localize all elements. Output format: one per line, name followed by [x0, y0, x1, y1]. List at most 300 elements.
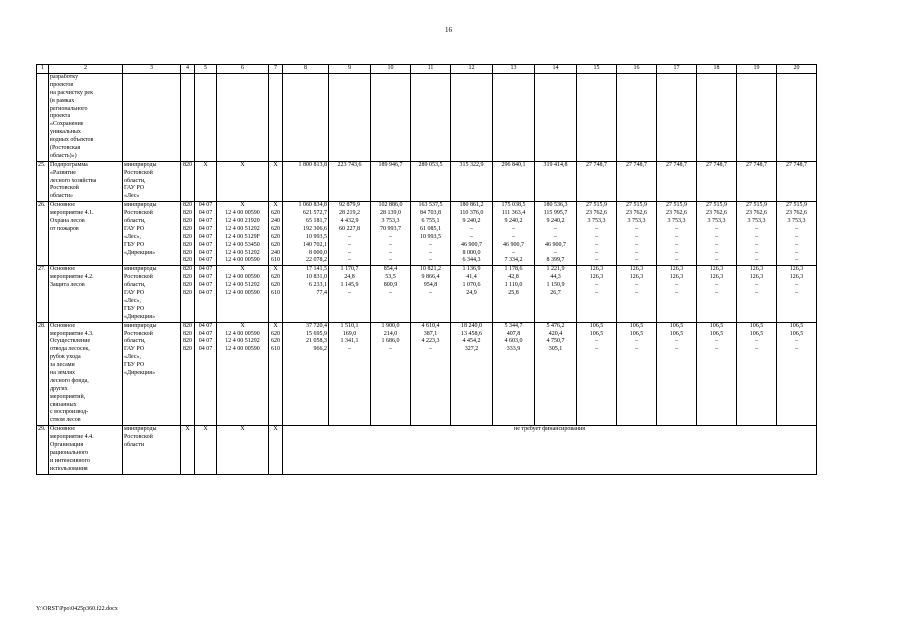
code-cell — [217, 426, 269, 474]
amount-value: 53,5 — [385, 274, 396, 281]
responsible-line: «Лес», — [124, 354, 142, 361]
amount-value: 126,3 — [669, 274, 684, 281]
responsible-executor — [123, 426, 181, 474]
amount-value: 1 145,9 — [340, 282, 359, 289]
amount-value: 10 993,5 — [306, 233, 327, 240]
amount-cell — [777, 322, 817, 426]
amount-value: 4 750,7 — [546, 338, 565, 345]
amount-value: – — [595, 282, 598, 289]
amount-value: 6 344,3 — [462, 257, 481, 264]
amount-value: 192 306,6 — [303, 225, 327, 232]
amount-value: 420,4 — [548, 330, 563, 337]
amount-value: 23 762,6 — [746, 210, 767, 217]
amount-cell — [737, 266, 777, 322]
amount-value: 169,0 — [342, 330, 357, 337]
code-value: 820 — [183, 274, 192, 281]
event-name-line: использования — [50, 465, 88, 472]
amount-cell — [697, 322, 737, 426]
amount-value: – — [715, 338, 718, 345]
amount-value: 315 322,9 — [459, 161, 484, 168]
amount-value: – — [675, 233, 678, 240]
amount-value: 77,4 — [316, 290, 327, 297]
responsible-line: «Лес» — [124, 193, 140, 200]
amount-value: 319 414,8 — [543, 161, 568, 168]
amount-cell — [577, 202, 617, 266]
amount-value: 4 454,2 — [462, 338, 481, 345]
column-header: 19 — [737, 65, 777, 74]
amount-value: – — [429, 249, 432, 256]
code-value: 12 4 00 51292 — [225, 225, 260, 232]
code-value: Х — [240, 202, 245, 209]
code-cell — [181, 266, 195, 322]
row-number — [37, 74, 49, 162]
code-cell — [217, 266, 269, 322]
code-value: 620 — [271, 210, 280, 217]
amount-value: – — [635, 225, 638, 232]
amount-value: 115 995,7 — [543, 210, 568, 217]
amount-value: – — [755, 282, 758, 289]
row-number: 29. — [37, 426, 49, 474]
amount-value: 621 572,7 — [303, 210, 327, 217]
amount-value: 27 515,9 — [586, 202, 607, 209]
amount-value: – — [389, 346, 392, 353]
code-value: 12 4 00 00590 — [225, 290, 260, 297]
amount-value: – — [755, 346, 758, 353]
amount-value: 3 753,3 — [747, 218, 766, 225]
code-value: Х — [185, 426, 190, 433]
row-number: 25. — [37, 161, 49, 201]
amount-cell — [617, 266, 657, 322]
code-value: Х — [273, 322, 278, 329]
amount-value: 1 686,0 — [381, 338, 400, 345]
amount-value: 28 139,0 — [380, 210, 401, 217]
code-cell — [195, 266, 217, 322]
amount-value: 4 223,3 — [421, 338, 440, 345]
amount-cell — [535, 202, 577, 266]
event-name-line: Подпрограмма — [50, 161, 88, 168]
amount-cell — [737, 161, 777, 201]
amount-value: – — [795, 338, 798, 345]
amount-value: – — [675, 346, 678, 353]
code-value: 620 — [271, 233, 280, 240]
event-name-line: уникальных — [50, 129, 81, 136]
amount-value: 21 058,3 — [306, 338, 327, 345]
code-value: 820 — [183, 266, 192, 273]
amount-value: 37 720,4 — [306, 322, 327, 329]
code-value: 610 — [271, 290, 280, 297]
column-header: 5 — [195, 65, 217, 74]
amount-value: – — [635, 290, 638, 297]
responsible-executor — [123, 202, 181, 266]
amount-value: 10 993,5 — [420, 233, 441, 240]
event-name-line: Защита лесов — [50, 282, 85, 289]
column-header: 9 — [329, 65, 371, 74]
code-value: 820 — [183, 346, 192, 353]
code-cell — [269, 322, 283, 426]
code-cell — [181, 74, 195, 162]
event-name-line: Основное — [50, 202, 75, 209]
amount-value: 23 762,6 — [706, 210, 727, 217]
amount-cell — [451, 322, 493, 426]
amount-value: 102 886,0 — [378, 202, 403, 209]
event-name-line: на землях — [50, 369, 75, 376]
responsible-executor — [123, 322, 181, 426]
amount-value: – — [389, 233, 392, 240]
code-value: 620 — [271, 274, 280, 281]
code-cell — [195, 426, 217, 474]
amount-cell — [283, 161, 329, 201]
code-cell — [269, 202, 283, 266]
responsible-line: области, — [124, 338, 146, 345]
responsible-line: ГБУ РО — [124, 241, 145, 248]
code-value: 820 — [183, 282, 192, 289]
amount-value: 1 178,6 — [504, 266, 523, 273]
code-value: 12 4 00 00590 — [225, 346, 260, 353]
amount-cell — [411, 202, 451, 266]
amount-value: – — [470, 233, 473, 240]
amount-value: 1 170,7 — [340, 266, 359, 273]
amount-value: – — [675, 290, 678, 297]
responsible-line: Ростовской — [124, 434, 153, 441]
amount-value: 27 748,7 — [586, 161, 607, 168]
column-header: 2 — [49, 65, 123, 74]
responsible-executor — [123, 74, 181, 162]
event-name — [49, 161, 123, 201]
amount-value: 27 515,9 — [786, 202, 807, 209]
event-name-line: проектов — [50, 81, 74, 88]
amount-cell — [737, 322, 777, 426]
event-name-line: «Развитие — [50, 169, 76, 176]
code-cell — [195, 74, 217, 162]
code-value: 620 — [271, 225, 280, 232]
amount-value: 6 233,1 — [309, 282, 327, 289]
amount-value: – — [675, 225, 678, 232]
amount-cell — [737, 74, 777, 162]
amount-value: 214,0 — [383, 330, 398, 337]
amount-value: – — [635, 249, 638, 256]
amount-cell — [411, 266, 451, 322]
amount-value: 966,2 — [313, 346, 327, 353]
amount-value: 27 515,9 — [666, 202, 687, 209]
amount-value: 189 946,7 — [378, 161, 403, 168]
amount-value: – — [348, 346, 351, 353]
event-name-line: Основное — [50, 266, 75, 273]
amount-cell — [777, 161, 817, 201]
amount-value: 10 821,2 — [420, 266, 441, 273]
amount-cell — [493, 74, 535, 162]
page-number: 16 — [445, 26, 452, 34]
code-value: 04 07 — [198, 274, 213, 281]
amount-value: – — [429, 346, 432, 353]
event-name-line: мероприятий, — [50, 393, 86, 400]
amount-value: – — [429, 257, 432, 264]
amount-value: 23 762,6 — [666, 210, 687, 217]
amount-value: – — [595, 241, 598, 248]
amount-value: 296 840,1 — [501, 161, 526, 168]
code-cell — [217, 161, 269, 201]
code-value: Х — [240, 322, 245, 329]
amount-value: 110 376,0 — [459, 210, 484, 217]
amount-value: – — [675, 249, 678, 256]
amount-value: 8 000,0 — [309, 249, 327, 256]
amount-cell — [535, 322, 577, 426]
amount-cell — [493, 322, 535, 426]
amount-value: – — [389, 241, 392, 248]
amount-value: 106,5 — [709, 330, 724, 337]
event-name-line: Организация — [50, 441, 84, 448]
amount-value: 70 993,7 — [380, 225, 401, 232]
amount-value: 4 610,4 — [421, 322, 440, 329]
responsible-line: Ростовской — [124, 210, 153, 217]
amount-value: – — [755, 290, 758, 297]
amount-value: – — [715, 282, 718, 289]
responsible-line: Ростовской — [124, 169, 153, 176]
amount-cell — [577, 161, 617, 201]
amount-value: 1 110,0 — [504, 282, 523, 289]
responsible-line: Ростовской — [124, 330, 153, 337]
amount-value: 1 070,6 — [462, 282, 481, 289]
amount-cell — [451, 266, 493, 322]
code-cell — [195, 322, 217, 426]
amount-cell — [535, 74, 577, 162]
amount-cell — [283, 322, 329, 426]
amount-value: 106,5 — [629, 322, 644, 329]
amount-value: 17 141,5 — [306, 266, 327, 273]
amount-value: – — [348, 290, 351, 297]
amount-value: 180 536,3 — [543, 202, 568, 209]
header-row — [37, 65, 817, 74]
amount-value: – — [348, 249, 351, 256]
event-name-line: Основное — [50, 426, 75, 433]
code-value: 04 07 — [198, 233, 213, 240]
amount-value: 5 476,2 — [546, 322, 565, 329]
responsible-line: ГБУ РО — [124, 305, 145, 312]
amount-value: 27 515,9 — [706, 202, 727, 209]
amount-value: 46 900,7 — [461, 241, 482, 248]
amount-value: 42,8 — [508, 274, 519, 281]
amount-value: – — [470, 225, 473, 232]
amount-value: 140 702,1 — [303, 241, 327, 248]
amount-value: 8 000,0 — [462, 249, 481, 256]
amount-value: – — [755, 257, 758, 264]
code-cell — [181, 426, 195, 474]
responsible-line: ГАУ РО — [124, 185, 145, 192]
amount-value: 60 227,8 — [339, 225, 360, 232]
amount-cell — [737, 202, 777, 266]
event-name-line: рубок ухода — [50, 354, 81, 361]
amount-value: 23 762,6 — [786, 210, 807, 217]
budget-table — [36, 64, 817, 475]
amount-cell — [371, 74, 411, 162]
code-value: Х — [240, 161, 245, 168]
amount-value: 106,5 — [589, 330, 604, 337]
code-cell — [217, 322, 269, 426]
amount-value: 1 136,9 — [462, 266, 481, 273]
responsible-line: области, — [124, 218, 146, 225]
column-header: 10 — [371, 65, 411, 74]
amount-value: 23 762,6 — [586, 210, 607, 217]
amount-value: 1 060 834,8 — [298, 202, 327, 209]
amount-value: 327,2 — [464, 346, 479, 353]
amount-value: – — [635, 338, 638, 345]
amount-cell — [577, 266, 617, 322]
code-value: 820 — [183, 161, 192, 168]
column-header: 12 — [451, 65, 493, 74]
code-value: 12 4 00 5129F — [225, 233, 260, 240]
amount-value: 27 748,7 — [706, 161, 727, 168]
amount-value: 106,5 — [749, 322, 764, 329]
amount-value: 305,1 — [548, 346, 563, 353]
amount-value: 126,3 — [709, 266, 724, 273]
event-name-line: разработку — [50, 74, 79, 80]
amount-value: 106,5 — [709, 322, 724, 329]
column-header: 1 — [37, 65, 49, 74]
code-value: 04 07 — [198, 210, 213, 217]
amount-value: – — [795, 346, 798, 353]
code-cell — [195, 202, 217, 266]
amount-cell — [371, 202, 411, 266]
event-name-line: «Сохранение — [50, 121, 84, 128]
amount-value: 175 038,5 — [501, 202, 526, 209]
code-value: 820 — [183, 233, 192, 240]
code-cell — [181, 322, 195, 426]
amount-value: – — [715, 346, 718, 353]
responsible-line: минприроды — [124, 202, 157, 209]
event-name-line: на расчистку рек — [50, 89, 94, 96]
amount-value: 15 695,9 — [306, 330, 327, 337]
code-value: 04 07 — [198, 282, 213, 289]
code-value: Х — [203, 426, 208, 433]
row-number: 26. — [37, 202, 49, 266]
code-cell — [217, 74, 269, 162]
amount-value: 84 703,8 — [420, 210, 441, 217]
event-name-line: рационального — [50, 449, 89, 456]
code-value: 620 — [271, 330, 280, 337]
amount-value: – — [795, 233, 798, 240]
amount-value: – — [635, 241, 638, 248]
amount-value: 333,9 — [506, 346, 521, 353]
amount-value: 25,8 — [508, 290, 519, 297]
amount-value: 26,7 — [550, 290, 561, 297]
amount-cell — [371, 266, 411, 322]
event-name — [49, 266, 123, 322]
code-value: 04 07 — [198, 322, 213, 329]
responsible-line: минприроды — [124, 161, 157, 168]
event-name-line: ством лесов — [50, 417, 81, 424]
amount-value: – — [595, 225, 598, 232]
code-value: 12 4 00 00590 — [225, 257, 260, 264]
event-name-line: (Ростовская — [50, 145, 81, 152]
amount-value: 24,8 — [344, 274, 355, 281]
amount-value: 24,9 — [466, 290, 477, 297]
amount-value: 289 053,5 — [418, 161, 443, 168]
amount-cell — [371, 161, 411, 201]
amount-value: 28 219,2 — [339, 210, 360, 217]
amount-value: 126,3 — [789, 274, 804, 281]
code-cell — [181, 161, 195, 201]
amount-value: – — [715, 233, 718, 240]
amount-value: 46 900,7 — [503, 241, 524, 248]
code-value: 820 — [183, 249, 192, 256]
code-value: 240 — [271, 249, 280, 256]
amount-value: – — [554, 233, 557, 240]
row-number: 28. — [37, 322, 49, 426]
amount-value: – — [389, 249, 392, 256]
code-value: 12 4 00 00590 — [225, 330, 260, 337]
table-row — [37, 202, 817, 266]
amount-cell — [493, 202, 535, 266]
amount-cell — [617, 74, 657, 162]
event-name-line: других — [50, 385, 68, 392]
amount-value: – — [795, 282, 798, 289]
responsible-line: минприроды — [124, 266, 157, 273]
code-value: 04 07 — [198, 241, 213, 248]
amount-value: 854,4 — [383, 266, 398, 273]
column-header: 17 — [657, 65, 697, 74]
amount-value: – — [715, 225, 718, 232]
column-header: 13 — [493, 65, 535, 74]
amount-value: 180 861,2 — [459, 202, 484, 209]
code-value: 820 — [183, 290, 192, 297]
amount-value: 126,3 — [629, 266, 644, 273]
amount-cell — [657, 74, 697, 162]
event-name-line: (в рамках — [50, 97, 75, 104]
amount-value: 3 753,3 — [667, 218, 686, 225]
column-header: 18 — [697, 65, 737, 74]
amount-value: – — [595, 346, 598, 353]
amount-value: 3 753,3 — [787, 218, 806, 225]
amount-value: 44,3 — [550, 274, 561, 281]
code-value: 620 — [271, 338, 280, 345]
amount-value: 106,5 — [789, 322, 804, 329]
event-name-line: Осуществление — [50, 338, 91, 345]
amount-value: 6 755,1 — [421, 218, 440, 225]
amount-value: 163 537,5 — [418, 202, 443, 209]
amount-value: 27 748,7 — [786, 161, 807, 168]
column-header: 14 — [535, 65, 577, 74]
code-cell — [217, 202, 269, 266]
amount-value: 1 900,0 — [381, 322, 400, 329]
amount-value: 8 399,7 — [546, 257, 565, 264]
code-value: Х — [273, 161, 278, 168]
code-value: 820 — [183, 225, 192, 232]
amount-value: 111 363,4 — [501, 210, 526, 217]
event-name-line: мероприятие 4.2. — [50, 274, 94, 281]
amount-value: 61 085,1 — [420, 225, 441, 232]
column-header: 4 — [181, 65, 195, 74]
column-header: 3 — [123, 65, 181, 74]
amount-value: 23 762,6 — [626, 210, 647, 217]
event-name-line: водных объектов — [50, 137, 94, 144]
amount-value: 22 078,2 — [306, 257, 327, 264]
amount-value: 3 753,3 — [627, 218, 646, 225]
responsible-line: «Лес», — [124, 297, 142, 304]
amount-value: 106,5 — [749, 330, 764, 337]
amount-cell — [451, 161, 493, 201]
code-value: 820 — [183, 210, 192, 217]
amount-value: – — [795, 225, 798, 232]
code-value: 820 — [183, 218, 192, 225]
code-cell — [269, 161, 283, 201]
amount-value: 106,5 — [669, 322, 684, 329]
responsible-line: ГАУ РО — [124, 346, 145, 353]
row-number: 27. — [37, 266, 49, 322]
file-path-footer: Y:\ORST\Ppo\0425p360.f22.docx — [36, 606, 118, 612]
amount-cell — [329, 322, 371, 426]
amount-value: 1 800 813,8 — [298, 161, 327, 168]
amount-value: 800,9 — [383, 282, 398, 289]
amount-value: – — [715, 257, 718, 264]
